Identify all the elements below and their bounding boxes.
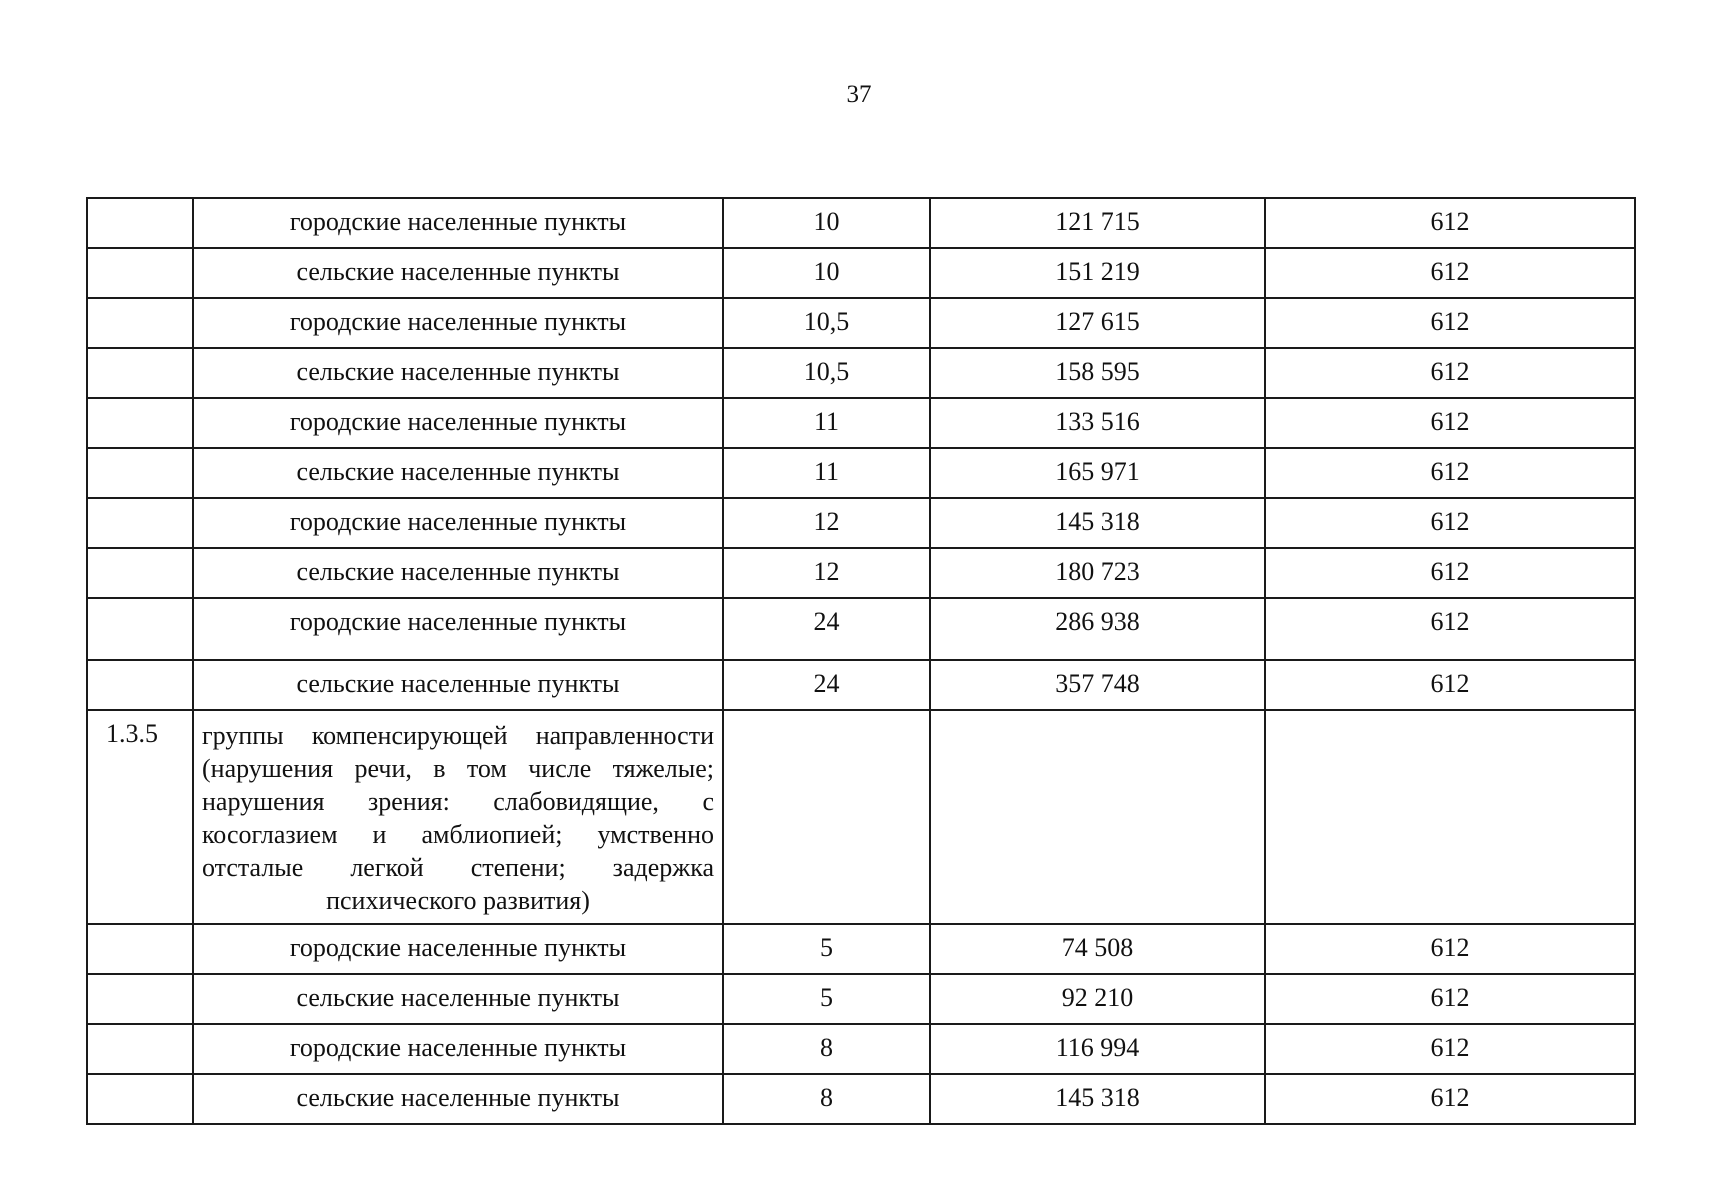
rate-cell: 612 <box>1265 398 1635 448</box>
amount-cell: 116 994 <box>930 1024 1265 1074</box>
rate-cell: 612 <box>1265 298 1635 348</box>
table-row <box>87 298 1635 348</box>
amount-cell <box>930 710 1265 924</box>
value-cell: 12 <box>723 498 930 548</box>
value-cell: 8 <box>723 1024 930 1074</box>
settlement-type: сельские населенные пункты <box>193 248 723 298</box>
rate-cell: 612 <box>1265 348 1635 398</box>
row-number <box>87 598 193 660</box>
settlement-type: сельские населенные пункты <box>193 660 723 710</box>
tariff-table <box>86 197 1636 1125</box>
settlement-type: сельские населенные пункты <box>193 448 723 498</box>
row-number <box>87 348 193 398</box>
settlement-type: сельские населенные пункты <box>193 974 723 1024</box>
table-row <box>87 348 1635 398</box>
value-cell: 24 <box>723 660 930 710</box>
rate-cell: 612 <box>1265 660 1635 710</box>
value-cell: 10 <box>723 198 930 248</box>
settlement-type: городские населенные пункты <box>193 198 723 248</box>
row-number <box>87 548 193 598</box>
settlement-type: сельские населенные пункты <box>193 1074 723 1124</box>
value-cell: 12 <box>723 548 930 598</box>
rate-cell: 612 <box>1265 248 1635 298</box>
settlement-type: городские населенные пункты <box>193 924 723 974</box>
amount-cell: 158 595 <box>930 348 1265 398</box>
amount-cell: 133 516 <box>930 398 1265 448</box>
amount-cell: 74 508 <box>930 924 1265 974</box>
row-number <box>87 298 193 348</box>
settlement-type: городские населенные пункты <box>193 398 723 448</box>
row-number <box>87 1024 193 1074</box>
value-cell: 10,5 <box>723 348 930 398</box>
amount-cell: 145 318 <box>930 1074 1265 1124</box>
settlement-type: городские населенные пункты <box>193 598 723 660</box>
value-cell: 10,5 <box>723 298 930 348</box>
table-row <box>87 448 1635 498</box>
table-row <box>87 198 1635 248</box>
value-cell: 5 <box>723 974 930 1024</box>
section-number: 1.3.5 <box>87 710 193 924</box>
table-row <box>87 974 1635 1024</box>
rate-cell <box>1265 710 1635 924</box>
table-row <box>87 924 1635 974</box>
settlement-type: сельские населенные пункты <box>193 348 723 398</box>
rate-cell: 612 <box>1265 598 1635 660</box>
amount-cell: 180 723 <box>930 548 1265 598</box>
table-row <box>87 248 1635 298</box>
table-row <box>87 1074 1635 1124</box>
amount-cell: 286 938 <box>930 598 1265 660</box>
value-cell: 8 <box>723 1074 930 1124</box>
amount-cell: 357 748 <box>930 660 1265 710</box>
row-number <box>87 660 193 710</box>
row-number <box>87 448 193 498</box>
row-number <box>87 1074 193 1124</box>
amount-cell: 92 210 <box>930 974 1265 1024</box>
rate-cell: 612 <box>1265 498 1635 548</box>
settlement-type: городские населенные пункты <box>193 1024 723 1074</box>
table-row <box>87 1024 1635 1074</box>
rate-cell: 612 <box>1265 974 1635 1024</box>
rate-cell: 612 <box>1265 1024 1635 1074</box>
value-cell: 5 <box>723 924 930 974</box>
section-description: группы компенсирующей направленности (нарушения речи, в том числе тяжелые; нарушения зрения: слабовидящие, с косоглазием и амблиопией; умственно отсталые легкой степени; задержка психического развития) <box>193 710 723 924</box>
amount-cell: 127 615 <box>930 298 1265 348</box>
table-row <box>87 598 1635 660</box>
row-number <box>87 924 193 974</box>
value-cell: 24 <box>723 598 930 660</box>
rate-cell: 612 <box>1265 924 1635 974</box>
row-number <box>87 498 193 548</box>
settlement-type: городские населенные пункты <box>193 498 723 548</box>
value-cell: 10 <box>723 248 930 298</box>
amount-cell: 165 971 <box>930 448 1265 498</box>
row-number <box>87 974 193 1024</box>
settlement-type: городские населенные пункты <box>193 298 723 348</box>
table-row <box>87 660 1635 710</box>
amount-cell: 151 219 <box>930 248 1265 298</box>
rate-cell: 612 <box>1265 198 1635 248</box>
amount-cell: 121 715 <box>930 198 1265 248</box>
table-row <box>87 398 1635 448</box>
page-number: 37 <box>846 81 872 108</box>
value-cell: 11 <box>723 448 930 498</box>
row-number <box>87 198 193 248</box>
amount-cell: 145 318 <box>930 498 1265 548</box>
rate-cell: 612 <box>1265 548 1635 598</box>
value-cell <box>723 710 930 924</box>
rate-cell: 612 <box>1265 1074 1635 1124</box>
value-cell: 11 <box>723 398 930 448</box>
row-number <box>87 398 193 448</box>
table-row <box>87 498 1635 548</box>
settlement-type: сельские населенные пункты <box>193 548 723 598</box>
rate-cell: 612 <box>1265 448 1635 498</box>
row-number <box>87 248 193 298</box>
table-row <box>87 548 1635 598</box>
section-row <box>87 710 1635 924</box>
